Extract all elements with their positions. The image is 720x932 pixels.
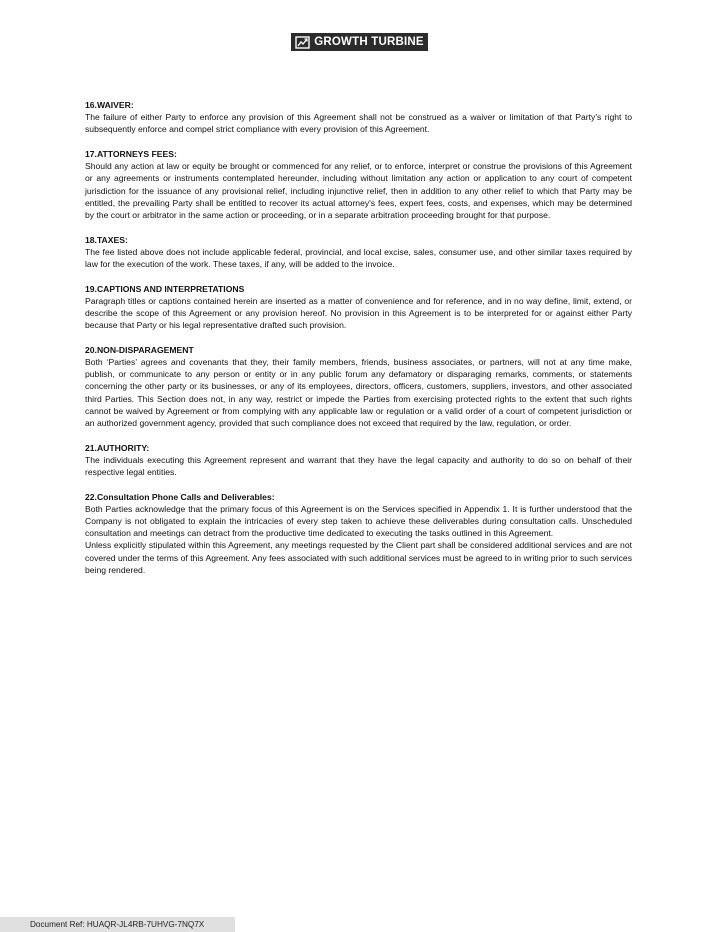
document-reference-text: Document Ref: HUAQR-JL4RB-7UHVG-7NQ7X — [30, 920, 205, 929]
section-non-disparagement — [85, 344, 632, 429]
document-reference — [0, 917, 235, 932]
section-waiver — [85, 99, 632, 136]
section-paragraph: Should any action at law or equity be brought or commenced for any relief, or to enforce, interpret or construe the provisions of this Agreement or any agreements or instruments contemplated hereunder, including without limitation any action or application to any court of competent jurisdiction for the issuance of any provisional relief, including injunctive relief, then in addition to any other relief to which that Party may be entitled, the prevailing Party shall be entitled to recover its actual attorney's fees, expert fees, costs, and expenses, which may be determined by the court or arbitrator in the same action or proceeding, or in a separate arbitration proceeding brought for that purpose. — [85, 161, 632, 221]
section-taxes — [85, 234, 632, 271]
section-heading: 16.WAIVER: — [85, 100, 134, 110]
section-paragraph: Both ‘Parties’ agrees and covenants that they, their family members, friends, business associates, or partners, will not at any time make, publish, or communicate to any person or entity or in any public forum any defamatory or disparaging remarks, comments, or statements concerning the other party or its businesses, or any of its employees, directors, officers, customers, suppliers, investors, and other associated third Parties. This Section does not, in any way, restrict or impede the Parties from exercising protected rights to the extent that such rights cannot be waived by Agreement or from complying with any applicable law or regulation or a valid order of a court of competent jurisdiction or an authorized government agency, provided that such compliance does not exceed that required by the law, regulation, or order. — [85, 357, 632, 429]
logo-text: GROWTH TURBINE — [314, 36, 424, 48]
section-paragraph: The failure of either Party to enforce any provision of this Agreement shall not be construed as a waiver or limitation of that Party's right to subsequently enforce and compel strict compliance with every provision of this Agreement. — [85, 112, 632, 135]
section-paragraph: Both Parties acknowledge that the primary focus of this Agreement is on the Services specified in Appendix 1. It is further understood that the Company is not obligated to explain the intricacies of every step taken to achieve these deliverables during consultation calls. Unscheduled consultation and meetings can detract from the productive time dedicated to executing the tasks outlined in this Agreement. — [85, 503, 632, 539]
section-captions — [85, 283, 632, 332]
section-heading: 21.AUTHORITY: — [85, 442, 150, 453]
section-paragraph: The fee listed above does not include applicable federal, provincial, and local excise, sales, consumer use, and other similar taxes required by law for the execution of the work. These taxes, if any, will be added to the invoice. — [85, 246, 632, 270]
section-paragraph: Unless explicitly stipulated within this Agreement, any meetings requested by the Client part shall be considered additional services and are not covered under the terms of this Agreement. Any fees associated with such additional services must be agreed to in writing prior to such services being rendered. — [85, 540, 632, 575]
section-attorneys-fees — [85, 148, 632, 221]
section-heading: 18.TAXES: — [85, 234, 128, 245]
company-logo — [291, 33, 428, 51]
section-heading: 17.ATTORNEYS FEES: — [85, 149, 177, 159]
section-paragraph: The individuals executing this Agreement represent and warrant that they have the legal capacity and authority to do so on behalf of their respective legal entities. — [85, 454, 632, 478]
turbine-logo-icon — [295, 36, 310, 49]
section-heading: 20.NON-DISPARAGEMENT — [85, 344, 194, 355]
section-heading: 19.CAPTIONS AND INTERPRETATIONS — [85, 283, 245, 294]
section-consultation — [85, 491, 632, 576]
section-authority — [85, 442, 632, 479]
section-paragraph: Paragraph titles or captions contained herein are inserted as a matter of convenience and for reference, and in no way define, limit, extend, or describe the scope of this Agreement or any provision hereof. No provision in this Agreement is to be interpreted for or against either Party because that Party or his legal representative drafted such provision. — [85, 295, 632, 331]
agreement-body — [85, 99, 632, 588]
section-heading: 22.Consultation Phone Calls and Deliverables: — [85, 491, 275, 502]
